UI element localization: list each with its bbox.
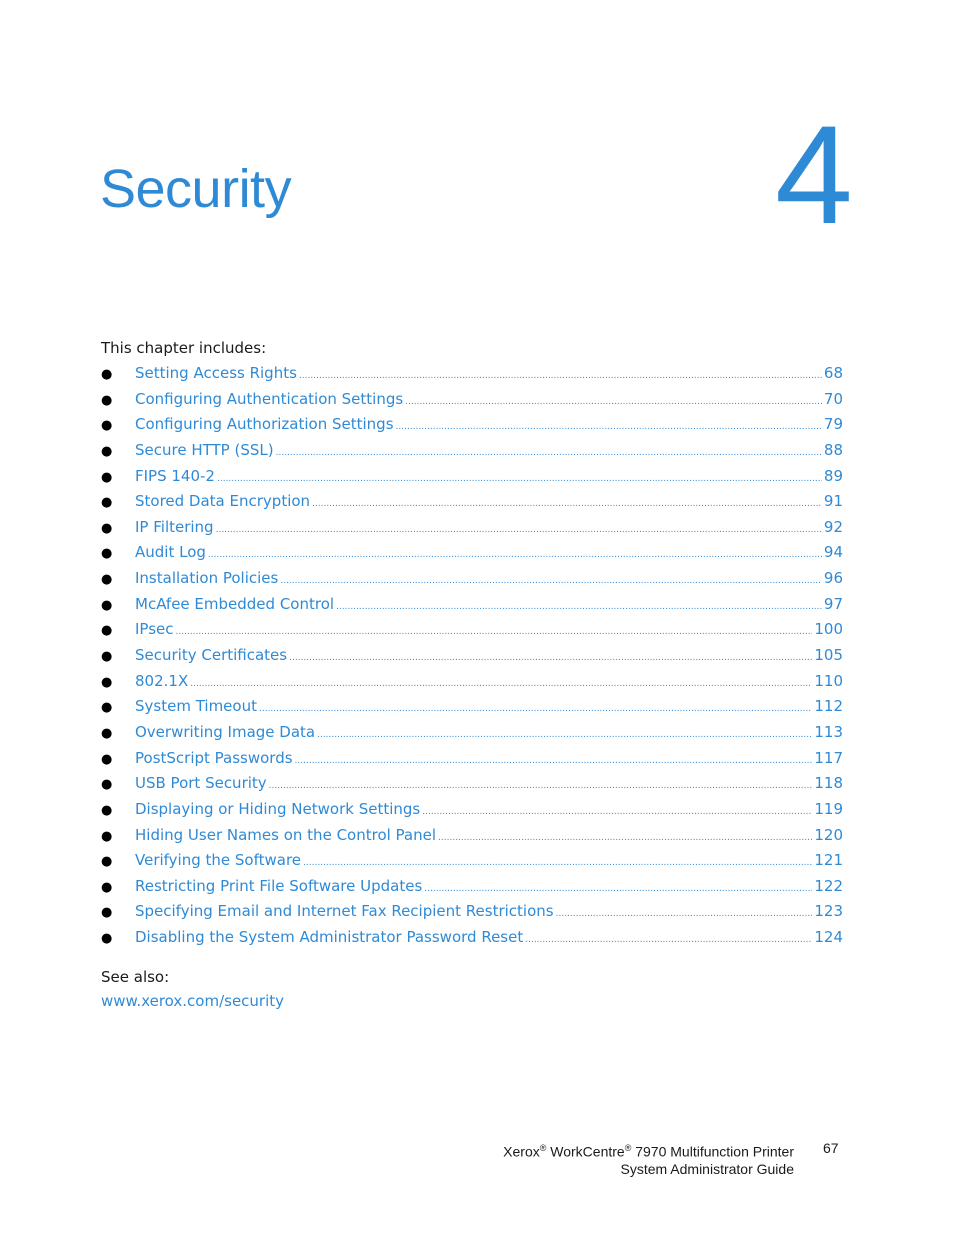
bullet-icon: ● [101, 777, 113, 793]
chapter-title: Security [100, 159, 292, 219]
bullet-icon: ● [101, 367, 113, 382]
toc-item [101, 364, 843, 390]
toc-link[interactable] [135, 492, 843, 510]
footer-guide: System Administrator Guide [620, 1160, 794, 1177]
bullet-icon: ● [101, 700, 113, 716]
dot-leader [289, 653, 812, 663]
toc-entry-label: Audit Log [135, 543, 206, 562]
toc-page-number: 89 [823, 466, 843, 485]
toc-page-number: 97 [823, 594, 843, 613]
toc-page-number: 70 [823, 389, 843, 408]
toc-page-number: 96 [823, 569, 843, 588]
toc-page-number: 94 [823, 543, 843, 562]
toc-item [101, 492, 843, 518]
toc-entry-label: Configuring Authorization Settings [135, 415, 394, 434]
intro-text: This chapter includes: [101, 339, 267, 357]
toc-entry-label: Disabling the System Administrator Password Reset [135, 928, 524, 947]
toc-item [101, 390, 843, 416]
toc-item [101, 415, 843, 441]
toc-link[interactable] [135, 595, 843, 613]
bullet-icon: ● [101, 802, 113, 818]
reg-mark: ® [624, 1143, 632, 1153]
page-footer [503, 1140, 794, 1178]
toc-link[interactable] [135, 928, 843, 946]
bullet-icon: ● [101, 854, 113, 870]
toc-link[interactable] [135, 569, 843, 587]
dot-leader [525, 935, 812, 945]
toc-page-number: 68 [823, 364, 843, 382]
bullet-icon: ● [101, 905, 113, 921]
reg-mark: ® [539, 1143, 547, 1153]
dot-leader [438, 833, 812, 843]
toc-entry-label: Displaying or Hiding Network Settings [135, 799, 421, 818]
dot-leader [295, 756, 813, 766]
toc-page-number: 113 [814, 722, 843, 741]
toc-item [101, 543, 843, 569]
footer-product: WorkCentre [550, 1143, 625, 1160]
bullet-icon: ● [101, 674, 113, 690]
toc-page-number: 122 [814, 876, 843, 895]
dot-leader [217, 474, 822, 484]
toc-item [101, 774, 843, 800]
toc-item [101, 902, 843, 928]
dot-leader [299, 371, 822, 381]
page-number: 67 [823, 1140, 839, 1156]
footer-model: 7970 Multifunction Printer [635, 1143, 794, 1160]
dot-leader [259, 704, 812, 714]
toc-entry-label: Verifying the Software [135, 851, 302, 870]
toc-item [101, 697, 843, 723]
toc-link[interactable] [135, 415, 843, 433]
toc-entry-label: Overwriting Image Data [135, 722, 316, 741]
toc-list [101, 364, 843, 954]
dot-leader [312, 499, 822, 509]
toc-item [101, 672, 843, 698]
toc-entry-label: IP Filtering [135, 517, 214, 536]
dot-leader [303, 858, 812, 868]
toc-page-number: 88 [823, 440, 843, 459]
bullet-icon: ● [101, 546, 113, 562]
toc-entry-label: McAfee Embedded Control [135, 594, 335, 613]
toc-link[interactable] [135, 518, 843, 536]
toc-page-number: 124 [814, 928, 843, 947]
bullet-icon: ● [101, 597, 113, 613]
chapter-number: 4 [775, 96, 853, 253]
toc-page-number: 121 [814, 851, 843, 870]
dot-leader [276, 448, 822, 458]
dot-leader [216, 525, 822, 535]
toc-entry-label: Specifying Email and Internet Fax Recipient Restrictions [135, 902, 554, 921]
toc-item [101, 620, 843, 646]
toc-page-number: 123 [814, 902, 843, 921]
toc-link[interactable] [135, 390, 843, 408]
toc-item [101, 851, 843, 877]
toc-page-number: 119 [814, 799, 843, 818]
toc-link[interactable] [135, 877, 843, 895]
toc-page-number: 118 [814, 774, 843, 793]
toc-link[interactable] [135, 902, 843, 920]
toc-page-number: 112 [814, 697, 843, 716]
bullet-icon: ● [101, 751, 113, 767]
dot-leader [396, 422, 822, 432]
toc-entry-label: FIPS 140-2 [135, 466, 215, 485]
toc-item [101, 826, 843, 852]
toc-link[interactable] [135, 800, 843, 818]
toc-page-number: 120 [814, 825, 843, 844]
bullet-icon: ● [101, 572, 113, 588]
toc-item [101, 723, 843, 749]
dot-leader [317, 730, 812, 740]
bullet-icon: ● [101, 879, 113, 895]
toc-link[interactable] [135, 774, 843, 792]
dot-leader [280, 576, 822, 586]
toc-entry-label: Hiding User Names on the Control Panel [135, 825, 437, 844]
toc-entry-label: Stored Data Encryption [135, 492, 311, 511]
footer-brand: Xerox [503, 1143, 540, 1160]
toc-entry-label: Secure HTTP (SSL) [135, 440, 274, 459]
dot-leader [405, 397, 822, 407]
bullet-icon: ● [101, 649, 113, 665]
toc-link[interactable] [135, 364, 843, 382]
toc-entry-label: Setting Access Rights [135, 364, 297, 382]
see-also-label: See also: [101, 968, 170, 986]
toc-link[interactable] [135, 749, 843, 767]
toc-item [101, 595, 843, 621]
bullet-icon: ● [101, 495, 113, 511]
dot-leader [422, 807, 812, 817]
toc-link[interactable] [135, 826, 843, 844]
toc-item [101, 441, 843, 467]
toc-link[interactable] [135, 543, 843, 561]
footer-product-line [503, 1140, 794, 1161]
toc-item [101, 928, 843, 954]
bullet-icon: ● [101, 392, 113, 408]
toc-page-number: 91 [823, 492, 843, 511]
toc-page-number: 110 [814, 671, 843, 690]
toc-entry-label: Configuring Authentication Settings [135, 389, 404, 408]
toc-entry-label: USB Port Security [135, 774, 267, 793]
toc-item [101, 518, 843, 544]
toc-item [101, 749, 843, 775]
dot-leader [336, 602, 822, 612]
toc-entry-label: System Timeout [135, 697, 257, 716]
bullet-icon: ● [101, 520, 113, 536]
toc-item [101, 800, 843, 826]
bullet-icon: ● [101, 828, 113, 844]
toc-page-number: 117 [814, 748, 843, 767]
toc-link[interactable] [135, 723, 843, 741]
toc-page-number: 105 [814, 646, 843, 665]
toc-entry-label: IPsec [135, 620, 174, 639]
dot-leader [176, 627, 813, 637]
toc-item [101, 569, 843, 595]
dot-leader [424, 884, 812, 894]
toc-link[interactable] [135, 441, 843, 459]
toc-entry-label: Restricting Print File Software Updates [135, 876, 423, 895]
security-link[interactable]: www.xerox.com/security [101, 992, 285, 1010]
bullet-icon: ● [101, 725, 113, 741]
toc-link[interactable] [135, 620, 843, 638]
toc-entry-label: 802.1X [135, 671, 189, 690]
toc-link[interactable] [135, 646, 843, 664]
toc-page-number: 79 [823, 415, 843, 434]
bullet-icon: ● [101, 623, 113, 639]
toc-entry-label: Installation Policies [135, 569, 279, 588]
dot-leader [556, 909, 813, 919]
toc-link[interactable] [135, 467, 843, 485]
dot-leader [269, 781, 813, 791]
bullet-icon: ● [101, 443, 113, 459]
toc-item [101, 467, 843, 493]
bullet-icon: ● [101, 469, 113, 485]
toc-link[interactable] [135, 697, 843, 715]
dot-leader [208, 550, 822, 560]
toc-page-number: 100 [814, 620, 843, 639]
bullet-icon: ● [101, 418, 113, 434]
toc-item [101, 646, 843, 672]
toc-link[interactable] [135, 851, 843, 869]
toc-entry-label: PostScript Passwords [135, 748, 293, 767]
toc-item [101, 877, 843, 903]
toc-entry-label: Security Certificates [135, 646, 288, 665]
bullet-icon: ● [101, 931, 113, 947]
dot-leader [190, 679, 812, 689]
toc-page-number: 92 [823, 517, 843, 536]
toc-link[interactable] [135, 672, 843, 690]
